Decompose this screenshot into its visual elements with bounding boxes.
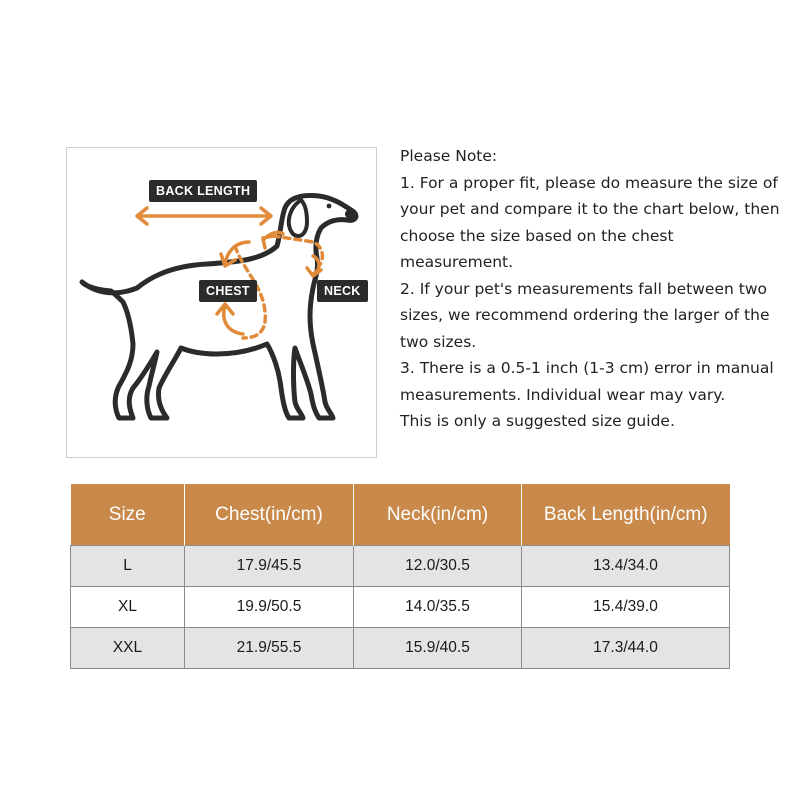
back-length-arrow (137, 208, 271, 224)
dog-outline (82, 196, 356, 419)
notes-footer: This is only a suggested size guide. (400, 412, 675, 430)
cell-back-length: 15.4/39.0 (522, 587, 730, 628)
dog-ear (289, 200, 307, 236)
note-item: 1. For a proper fit, please do measure the size of your pet and compare it to the chart below, then choose the size based on the chest measurement. (400, 173, 780, 271)
table-row (71, 628, 730, 669)
notes-heading: Please Note: (400, 147, 498, 165)
back-length-label: BACK LENGTH (149, 180, 257, 202)
table-row (71, 546, 730, 587)
cell-chest: 21.9/55.5 (185, 628, 354, 669)
col-header-chest: Chest(in/cm) (185, 484, 354, 546)
neck-label: NECK (317, 280, 368, 302)
col-header-size: Size (71, 484, 185, 546)
cell-back-length: 13.4/34.0 (522, 546, 730, 587)
cell-chest: 19.9/50.5 (185, 587, 354, 628)
cell-size: XXL (71, 628, 185, 669)
cell-size: XL (71, 587, 185, 628)
note-item: 2. If your pet's measurements fall between two sizes, we recommend ordering the larger of the two sizes. (400, 279, 770, 351)
cell-back-length: 17.3/44.0 (522, 628, 730, 669)
cell-neck: 14.0/35.5 (354, 587, 522, 628)
chest-label: CHEST (199, 280, 257, 302)
size-notes (400, 143, 780, 435)
dog-eye (327, 204, 332, 209)
col-header-back-length: Back Length(in/cm) (522, 484, 730, 546)
neck-arrow-right (307, 256, 321, 276)
cell-size: L (71, 546, 185, 587)
cell-neck: 15.9/40.5 (354, 628, 522, 669)
table-header-row (71, 484, 730, 546)
dog-nose (345, 209, 357, 219)
note-item: 3. There is a 0.5-1 inch (1-3 cm) error in manual measurements. Individual wear may vary. (400, 359, 774, 404)
size-diagram (66, 147, 377, 458)
cell-neck: 12.0/30.5 (354, 546, 522, 587)
cell-chest: 17.9/45.5 (185, 546, 354, 587)
size-chart-table (70, 484, 730, 669)
chest-arrow-bottom (217, 304, 243, 334)
col-header-neck: Neck(in/cm) (354, 484, 522, 546)
table-row (71, 587, 730, 628)
